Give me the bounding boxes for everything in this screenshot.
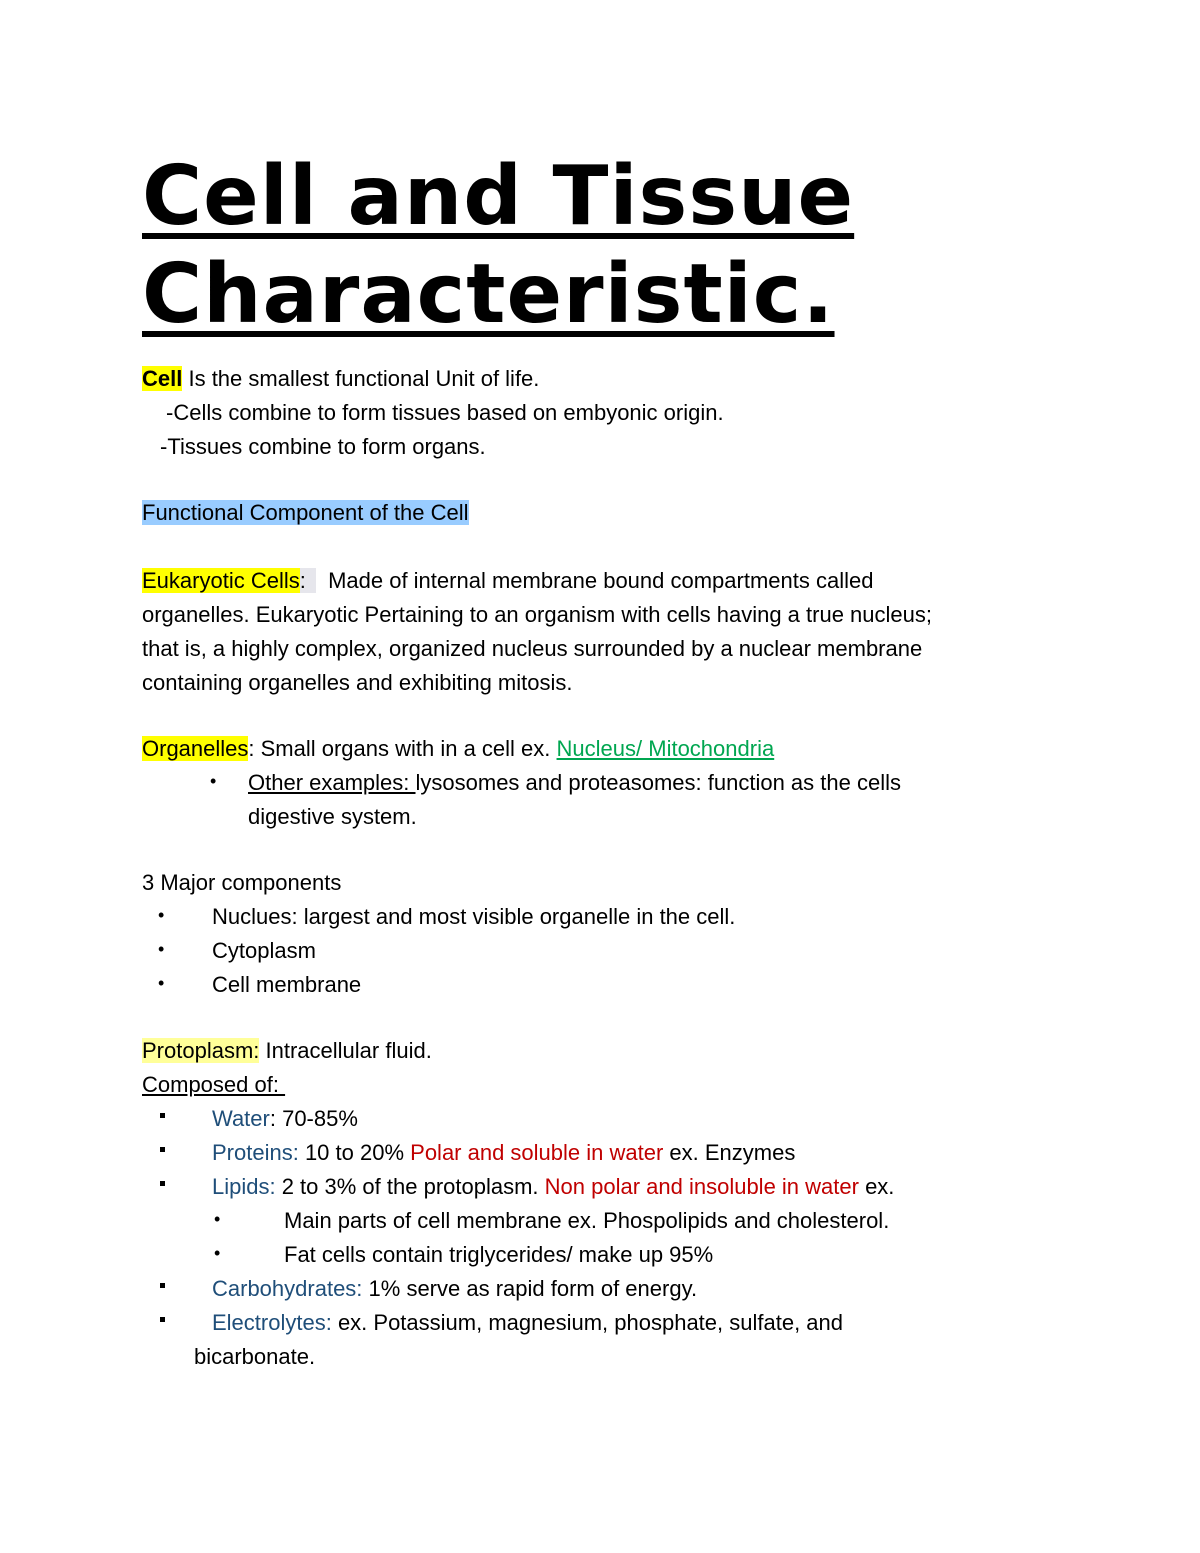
proteins-text-2: ex. Enzymes xyxy=(663,1140,796,1165)
organelles-term: Organelles xyxy=(142,736,249,761)
major-item-nucleus: Nuclues: largest and most visible organelle in the cell. xyxy=(212,904,736,929)
major-heading: 3 Major components xyxy=(142,870,342,895)
composed-of-text: Composed of: xyxy=(142,1072,286,1097)
bullet-icon: • xyxy=(158,905,165,925)
organelles-examples-link[interactable]: Nucleus/ Mitochondria xyxy=(556,736,775,761)
water-label: Water xyxy=(212,1106,270,1131)
proteins-text-1: 10 to 20% xyxy=(298,1140,411,1165)
eukaryotic-colon: : xyxy=(300,568,316,593)
cell-definition xyxy=(142,362,539,396)
lipids-sub-2: Fat cells contain triglycerides/ make up 95% xyxy=(284,1242,714,1267)
electrolytes-label: Electrolytes: xyxy=(212,1310,332,1335)
composition-electrolytes-cont: bicarbonate. xyxy=(194,1344,316,1369)
major-item-cell-membrane: Cell membrane xyxy=(212,972,362,997)
major-item-cytoplasm: Cytoplasm xyxy=(212,938,316,963)
other-examples-label: Other examples: xyxy=(248,770,416,795)
lipids-text-2: ex. xyxy=(858,1174,895,1199)
cell-definition-text: Is the smallest functional Unit of life. xyxy=(182,366,540,391)
protoplasm-term: Protoplasm: xyxy=(142,1038,260,1063)
water-text: : 70-85% xyxy=(269,1106,358,1131)
electrolytes-text: ex. Potassium, magnesium, phosphate, sulfate, and xyxy=(331,1310,844,1335)
page-title xyxy=(142,148,854,344)
composition-carbohydrates xyxy=(212,1272,697,1306)
carbs-text: 1% serve as rapid form of energy. xyxy=(362,1276,698,1301)
square-bullet-icon xyxy=(160,1113,165,1118)
proteins-red: Polar and soluble in water xyxy=(410,1140,664,1165)
organelles-line xyxy=(142,732,774,766)
eukaryotic-line-3: that is, a highly complex, organized nucleus surrounded by a nuclear membrane xyxy=(142,636,923,661)
cell-term: Cell xyxy=(142,366,183,391)
eukaryotic-text-1: Made of internal membrane bound compartments called xyxy=(315,568,874,593)
bullet-icon: • xyxy=(158,973,165,993)
eukaryotic-line-4: containing organelles and exhibiting mitosis. xyxy=(142,670,573,695)
proteins-label: Proteins: xyxy=(212,1140,299,1165)
title-line-1: Cell and Tissue xyxy=(142,149,855,244)
organelles-other-examples-cont: digestive system. xyxy=(248,804,417,829)
bullet-icon: • xyxy=(158,939,165,959)
protoplasm-text: Intracellular fluid. xyxy=(259,1038,432,1063)
square-bullet-icon xyxy=(160,1283,165,1288)
composition-lipids xyxy=(212,1170,894,1204)
title-line-2: Characteristic. xyxy=(142,247,835,342)
square-bullet-icon xyxy=(160,1317,165,1322)
bullet-icon: • xyxy=(214,1209,221,1229)
composed-of-label xyxy=(142,1068,285,1102)
composition-electrolytes xyxy=(212,1306,843,1340)
carbs-label: Carbohydrates: xyxy=(212,1276,363,1301)
composition-water xyxy=(212,1102,358,1136)
protoplasm-line xyxy=(142,1034,432,1068)
bullet-icon: • xyxy=(214,1243,221,1263)
eukaryotic-line-2: organelles. Eukaryotic Pertaining to an organism with cells having a true nucleus; xyxy=(142,602,932,627)
section-heading-text: Functional Component of the Cell xyxy=(142,500,469,525)
square-bullet-icon xyxy=(160,1147,165,1152)
section-heading xyxy=(142,496,469,530)
lipids-red: Non polar and insoluble in water xyxy=(544,1174,859,1199)
other-examples-text: lysosomes and proteasomes: function as the cells xyxy=(415,770,901,795)
lipids-text-1: 2 to 3% of the protoplasm. xyxy=(275,1174,545,1199)
organelles-text: : Small organs with in a cell ex. xyxy=(248,736,557,761)
organelles-other-examples xyxy=(248,766,901,800)
composition-proteins xyxy=(212,1136,795,1170)
eukaryotic-term: Eukaryotic Cells xyxy=(142,568,300,593)
square-bullet-icon xyxy=(160,1181,165,1186)
bullet-icon: • xyxy=(210,771,217,791)
intro-point-2: -Tissues combine to form organs. xyxy=(160,434,486,459)
intro-point-1: -Cells combine to form tissues based on embyonic origin. xyxy=(166,400,724,425)
lipids-label: Lipids: xyxy=(212,1174,276,1199)
eukaryotic-line-1 xyxy=(142,564,873,598)
lipids-sub-1: Main parts of cell membrane ex. Phospolipids and cholesterol. xyxy=(284,1208,890,1233)
